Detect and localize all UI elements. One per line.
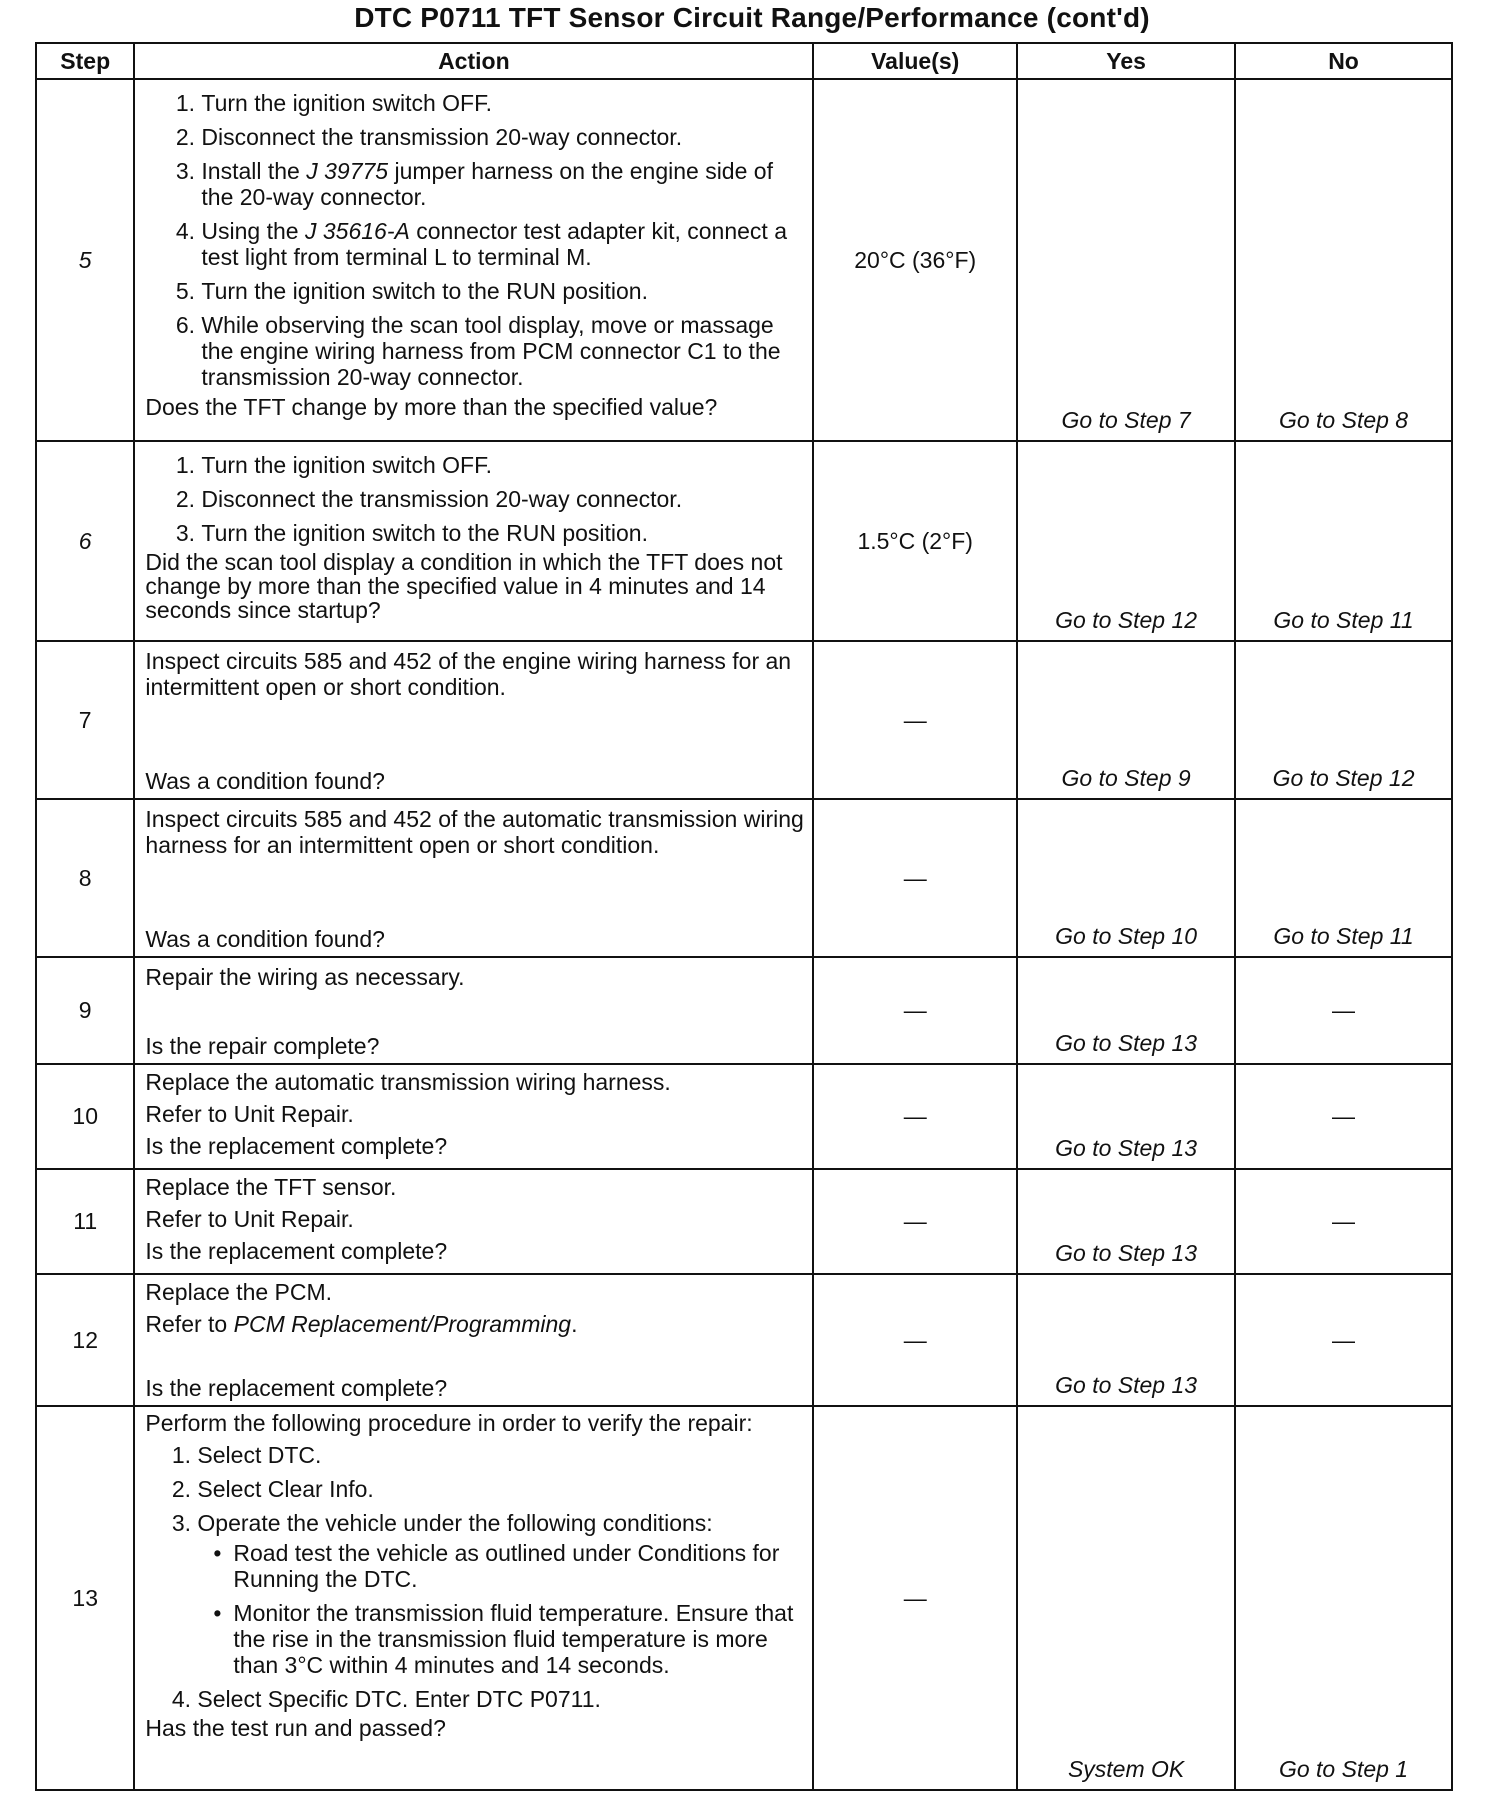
list-item: 2. Disconnect the transmission 20-way connector. <box>201 124 804 150</box>
table-row-step-9 <box>36 957 1452 1064</box>
value-cell: — <box>813 1274 1017 1406</box>
table-row-step-7 <box>36 641 1452 799</box>
yes-cell: Go to Step 13 <box>1017 1274 1235 1406</box>
question: Does the TFT change by more than the specified value? <box>145 394 718 420</box>
step-number: 6 <box>36 441 134 641</box>
condition-bullets <box>197 1540 804 1678</box>
question: Was a condition found? <box>145 768 385 794</box>
table-row-step-10 <box>36 1064 1452 1169</box>
step-number: 8 <box>36 799 134 957</box>
diagnostic-table <box>35 42 1453 1791</box>
value-cell: — <box>813 1064 1017 1169</box>
yes-cell: System OK <box>1017 1406 1235 1790</box>
question: Is the replacement complete? <box>145 1375 448 1401</box>
table-row-step-8 <box>36 799 1452 957</box>
action-text: Repair the wiring as necessary. <box>145 964 465 990</box>
action-steps <box>145 452 804 546</box>
action-cell <box>134 1169 813 1274</box>
list-item: • Road test the vehicle as outlined under Conditions for Running the DTC. <box>233 1540 804 1592</box>
yes-cell: Go to Step 13 <box>1017 1064 1235 1169</box>
list-item: 2. Select Clear Info. <box>197 1476 804 1502</box>
action-cell <box>134 79 813 441</box>
action-text: Replace the PCM. <box>145 1279 333 1305</box>
question: Did the scan tool display a condition in which the TFT does not change by more than the specified value in 4 minutes and 14 seconds since startup? <box>145 549 783 623</box>
table-row-step-12 <box>36 1274 1452 1406</box>
action-text: Replace the TFT sensor. <box>145 1174 397 1200</box>
list-item: 1. Turn the ignition switch OFF. <box>201 90 804 116</box>
yes-cell: Go to Step 9 <box>1017 641 1235 799</box>
question: Is the replacement complete? <box>145 1133 448 1159</box>
page-title: DTC P0711 TFT Sensor Circuit Range/Performance (cont'd) <box>354 2 1150 33</box>
value-cell: — <box>813 799 1017 957</box>
question: Is the repair complete? <box>145 1033 380 1059</box>
action-cell <box>134 1274 813 1406</box>
refer-text: Refer to PCM Replacement/Programming. <box>145 1311 578 1337</box>
header-row <box>36 43 1452 79</box>
step-number: 11 <box>36 1169 134 1274</box>
step-number: 7 <box>36 641 134 799</box>
refer-text: Refer to Unit Repair. <box>145 1101 354 1127</box>
no-cell: Go to Step 1 <box>1235 1406 1452 1790</box>
header-no: No <box>1235 43 1452 79</box>
step-number: 10 <box>36 1064 134 1169</box>
header-action: Action <box>134 43 813 79</box>
list-item: 2. Disconnect the transmission 20-way connector. <box>201 486 804 512</box>
no-cell: — <box>1235 957 1452 1064</box>
action-cell <box>134 957 813 1064</box>
value-cell: — <box>813 957 1017 1064</box>
yes-cell: Go to Step 13 <box>1017 1169 1235 1274</box>
question: Was a condition found? <box>145 926 385 952</box>
question: Is the replacement complete? <box>145 1238 448 1264</box>
action-steps <box>145 1442 804 1712</box>
step-number: 5 <box>36 79 134 441</box>
header-yes: Yes <box>1017 43 1235 79</box>
step-number: 13 <box>36 1406 134 1790</box>
list-item: 3. Turn the ignition switch to the RUN position. <box>201 520 804 546</box>
action-cell <box>134 799 813 957</box>
value-cell: 1.5°C (2°F) <box>813 441 1017 641</box>
list-item: 5. Turn the ignition switch to the RUN position. <box>201 278 804 304</box>
list-item: 6. While observing the scan tool display, move or massage the engine wiring harness from PCM connector C1 to the transmission 20-way connector. <box>201 312 804 390</box>
action-cell <box>134 1406 813 1790</box>
value-cell: — <box>813 641 1017 799</box>
yes-cell: Go to Step 7 <box>1017 79 1235 441</box>
yes-cell: Go to Step 12 <box>1017 441 1235 641</box>
list-item: • Monitor the transmission fluid temperature. Ensure that the rise in the transmission fluid temperature is more than 3°C within 4 minutes and 14 seconds. <box>233 1600 804 1678</box>
refer-text: Refer to Unit Repair. <box>145 1206 354 1232</box>
list-item: 1. Turn the ignition switch OFF. <box>201 452 804 478</box>
header-step: Step <box>36 43 134 79</box>
no-cell: Go to Step 11 <box>1235 799 1452 957</box>
value-cell: — <box>813 1406 1017 1790</box>
table-row-step-11 <box>36 1169 1452 1274</box>
action-text: Inspect circuits 585 and 452 of the engine wiring harness for an intermittent open or short condition. <box>145 648 792 700</box>
step-number: 12 <box>36 1274 134 1406</box>
value-cell: 20°C (36°F) <box>813 79 1017 441</box>
yes-cell: Go to Step 10 <box>1017 799 1235 957</box>
no-cell: — <box>1235 1274 1452 1406</box>
table-row-step-6 <box>36 441 1452 641</box>
no-cell: Go to Step 12 <box>1235 641 1452 799</box>
list-item: 3. Install the J 39775 jumper harness on the engine side of the 20-way connector. <box>201 158 804 210</box>
action-intro: Perform the following procedure in order to verify the repair: <box>145 1410 753 1436</box>
action-text: Inspect circuits 585 and 452 of the automatic transmission wiring harness for an intermittent open or short condition. <box>145 806 804 858</box>
yes-cell: Go to Step 13 <box>1017 957 1235 1064</box>
action-cell <box>134 441 813 641</box>
question: Has the test run and passed? <box>145 1715 446 1741</box>
step-number: 9 <box>36 957 134 1064</box>
header-values: Value(s) <box>813 43 1017 79</box>
table-row-step-13 <box>36 1406 1452 1790</box>
action-cell <box>134 1064 813 1169</box>
list-item: 1. Select DTC. <box>197 1442 804 1468</box>
action-text: Replace the automatic transmission wiring harness. <box>145 1069 671 1095</box>
list-item: 4. Using the J 35616-A connector test adapter kit, connect a test light from terminal L to terminal M. <box>201 218 804 270</box>
list-item: 4. Select Specific DTC. Enter DTC P0711. <box>197 1686 804 1712</box>
no-cell: Go to Step 8 <box>1235 79 1452 441</box>
value-cell: — <box>813 1169 1017 1274</box>
no-cell: Go to Step 11 <box>1235 441 1452 641</box>
action-steps <box>145 90 804 390</box>
table-row-step-5 <box>36 79 1452 441</box>
action-cell <box>134 641 813 799</box>
no-cell: — <box>1235 1169 1452 1274</box>
list-item: 3. Operate the vehicle under the following conditions: • Road test the vehicle as outlined under Conditions for Running the DTC. • Monitor the transmission fluid temperature. Ensure that the rise in the transmission fluid temperature is more than 3°C within 4 minutes and 14 seconds. <box>197 1510 804 1678</box>
no-cell: — <box>1235 1064 1452 1169</box>
